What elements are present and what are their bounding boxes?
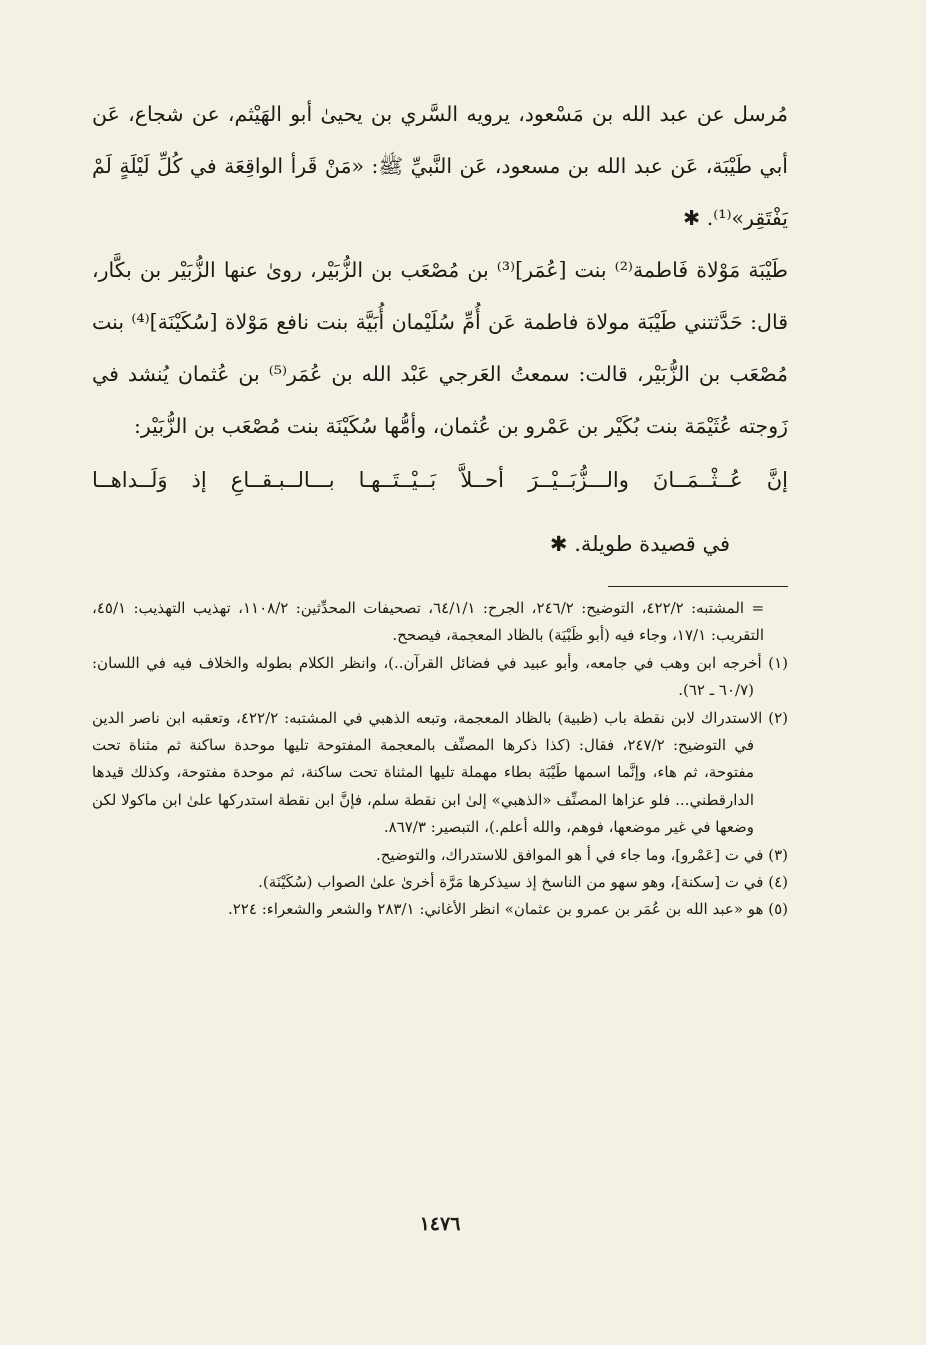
poem-word: أحــلاَّ bbox=[460, 468, 504, 492]
poem-verse bbox=[92, 454, 788, 506]
main-text bbox=[92, 88, 788, 452]
entry-paragraph-1: مُرسل عن عبد الله بن مَسْعود، يرويه السَّري بن يحيىٰ أبو الهَيْثم، عن شجاع، عَن أبي طَيْبَة، عَن عبد الله بن مسعود، عَن النَّبيِّ ﷺ: «مَنْ قَرأ الواقِعَة في كُلِّ لَيْلَةٍ لَمْ يَفْتَقِر»⁽¹⁾. ✱ bbox=[92, 102, 788, 230]
footnote-2: (٢) الاستدراك لابن نقطة باب (ظبية) بالظاد المعجمة، وتبعه الذهبي في المشتبه: ٤٢٢/٢، وتعقبه ابن ناصر الدين في التوضيح: ٢٤٧/٢، فقال: (كذا ذكرها المصنِّف بالمعجمة المفتوحة تليها موحدة ساكنة ثم مثناة تحت مفتوحة، ثم هاء، وإنَّما اسمها طَيْبَة بطاء مهملة تليها المثناة تحت ساكنة، ثم موحدة مفتوحة، وكذلك قيدها الدارقطني... فلو عزاها المصنِّف «الذهبي» إلىٰ ابن نقطة سلم، فإنَّ ابن نقطة استدركها علىٰ ابن ماكولا لكن وضعها في غير موضعها، فوهم، والله أعلم.)، التبصير: ٨٦٧/٣. bbox=[92, 708, 788, 837]
poem-tail: في قصيدة طويلة. ✱ bbox=[549, 532, 730, 556]
page-number: ١٤٧٦ bbox=[419, 1213, 461, 1235]
footnote-divider bbox=[608, 586, 788, 587]
poem-word: إنَّ bbox=[766, 468, 788, 492]
footnote-1: (١) أخرجه ابن وهب في جامعه، وأبو عبيد في فضائل القرآن..)، وانظر الكلام بطوله والخلاف فيه في اللسان: (٦٠/٧ ـ ٦٢). bbox=[92, 653, 788, 700]
poem-word: إذ bbox=[191, 468, 207, 492]
footnotes bbox=[92, 595, 788, 924]
poem-word: عُــثْــمَــانَ bbox=[652, 468, 743, 492]
footnote-continuation: = المشتبه: ٤٢٢/٢، التوضيح: ٢٤٦/٢، الجرح: ٦٤/١/١، تصحيفات المحدِّثين: ١١٠٨/٢، تهذيب التهذيب: ٤٥/١، التقريب: ١٧/١، وجاء فيه (أبو ظَبْيَة) بالظاد المعجمة، فيصحح. bbox=[92, 599, 765, 645]
poem-word: بَــيْــتَــهـا bbox=[358, 468, 437, 492]
poem-word: والـــزُّبَــيْــرَ bbox=[528, 468, 629, 492]
entry-paragraph-2: طَيْبَة مَوْلاة فَاطمة⁽²⁾ بنت [عُمَر]⁽³⁾ بن مُصْعَب بن الزُّبَيْر، روىٰ عنها الزُّبَيْر بن بكَّار، قال: حَدَّثتني طَيْبَة مولاة فاطمة عَن أُمِّ سُلَيْمان أُبَيَّة بنت نافع مَوْلاة [سُكَيْنَة]⁽⁴⁾ بنت مُصْعَب بن الزُّبَيْر، قالت: سمعتُ العَرجي عَبْد الله بن عُمَر⁽⁵⁾ بن عُثمان يُنشد في زَوجته عُثَيْمَة بنت بُكَيْر بن عَمْرو بن عُثمان، وأمُّها سُكَيْنَة بنت مُصْعَب بن الزُّبَيْر: bbox=[92, 258, 789, 438]
document-page bbox=[92, 88, 788, 1345]
poem-word: بـــالــبـقــاعِ bbox=[230, 468, 335, 492]
footnote-4: (٤) في ت [سكنة]، وهو سهو من الناسخ إذ سيذكرها مَرَّة أخرىٰ علىٰ الصواب (سُكَيْنَة). bbox=[258, 873, 788, 892]
footnote-3: (٣) في ت [عَمْرو]، وما جاء في أ هو الموافق للاستدراك، والتوضيح. bbox=[375, 845, 788, 864]
poem-word: وَلَــداهــا bbox=[92, 468, 168, 492]
footnote-5: (٥) هو «عبد الله بن عُمَر بن عمرو بن عثمان» انظر الأغاني: ٢٨٣/١ والشعر والشعراء: ٢٢٤. bbox=[227, 900, 788, 919]
